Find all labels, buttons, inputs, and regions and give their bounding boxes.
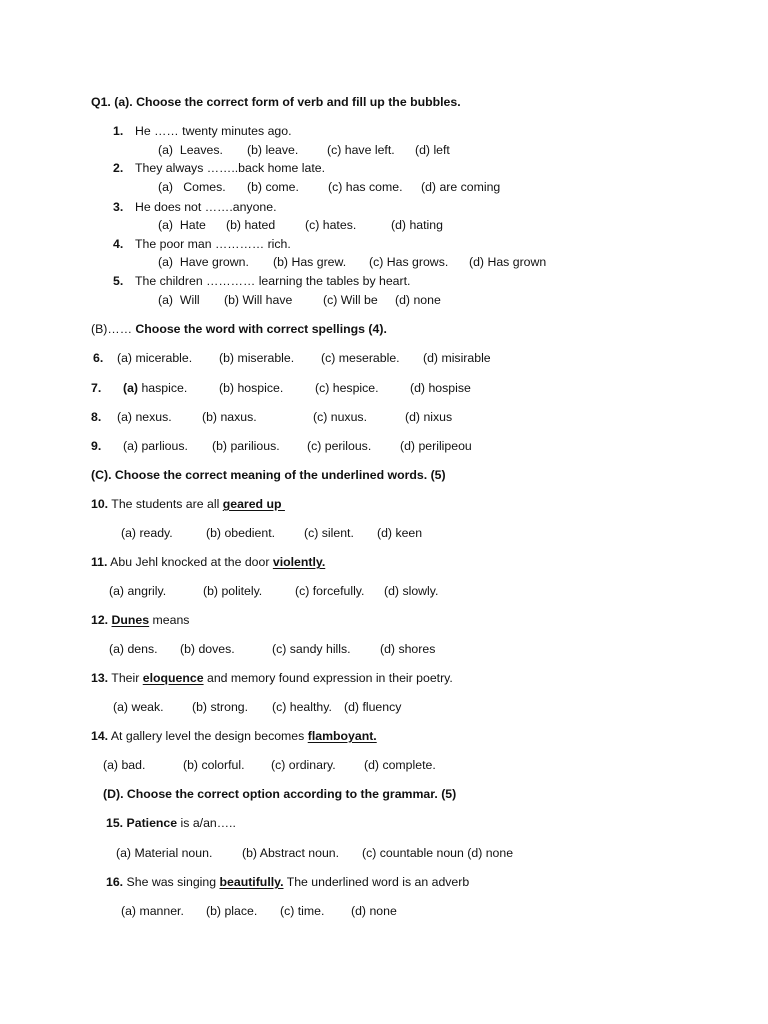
option-d: (d) are coming <box>421 180 501 194</box>
option-c: (c) nuxus. <box>313 410 367 424</box>
option-b: (b) hated <box>226 218 276 232</box>
option-a: (a) weak. <box>113 700 164 714</box>
option-d: (d) perilipeou <box>400 439 472 453</box>
question-number: 16. <box>106 875 124 889</box>
section-b-title: Choose the word with correct spellings (4). <box>132 322 387 336</box>
question-number: 10. <box>91 497 109 511</box>
section-b-prefix: (B)…… <box>91 322 132 336</box>
option-a: (a) micerable. <box>117 351 193 365</box>
question-number: 14. <box>91 729 109 743</box>
option-b: (b) parilious. <box>212 439 280 453</box>
q1-item-text: The poor man ………… rich. <box>135 237 291 251</box>
underlined-word: beautifully. <box>219 875 284 889</box>
question-12 <box>91 613 189 627</box>
option-c: (c) have left. <box>327 143 395 157</box>
option-a-text: haspice. <box>138 381 188 395</box>
question-text: At gallery level the design becomes <box>108 729 308 743</box>
option-d: (d) slowly. <box>384 584 439 598</box>
question-number: 12. <box>91 613 109 627</box>
question-text-tail: means <box>149 613 190 627</box>
section-d-heading: (D). Choose the correct option according to the grammar. (5) <box>103 787 457 801</box>
option-b: (b) hospice. <box>219 381 284 395</box>
option-a: (a) Leaves. <box>158 143 223 157</box>
option-b: (b) miserable. <box>219 351 295 365</box>
option-d: (d) misirable <box>423 351 491 365</box>
option-c: (c) time. <box>280 904 325 918</box>
option-c: (c) forcefully. <box>295 584 365 598</box>
q1-item-text: They always ……..back home late. <box>135 161 325 175</box>
option-c: (c) ordinary. <box>271 758 336 772</box>
section-b-heading <box>91 322 387 336</box>
option-d: (d) none <box>395 293 441 307</box>
q1-item-number: 3. <box>113 200 124 214</box>
option-a-label: (a) <box>123 381 139 395</box>
option-b: (b) naxus. <box>202 410 257 424</box>
option-a: (a) ready. <box>121 526 173 540</box>
question-number: 9. <box>91 439 102 453</box>
question-number: 6. <box>93 351 104 365</box>
question-14 <box>91 729 377 743</box>
option-c: (c) Has grows. <box>369 255 449 269</box>
option-b: (b) Abstract noun. <box>242 846 340 860</box>
q1-item-text: He …… twenty minutes ago. <box>135 124 292 138</box>
question-16 <box>106 875 469 889</box>
option-c-d: (c) countable noun (d) none <box>362 846 514 860</box>
option-b: (b) doves. <box>180 642 235 656</box>
question-number: 11. <box>91 555 108 569</box>
option-c: (c) perilous. <box>307 439 372 453</box>
q1-item-text: The children ………… learning the tables by heart. <box>135 274 411 288</box>
underlined-word: violently. <box>272 555 326 569</box>
question-text: Their <box>108 671 143 685</box>
question-number: 8. <box>91 410 102 424</box>
q1-item-number: 4. <box>113 237 124 251</box>
option-a <box>123 381 187 395</box>
option-c: (c) Will be <box>323 293 378 307</box>
question-13 <box>91 671 453 685</box>
option-a: (a) Hate <box>158 218 206 232</box>
underlined-word: geared up <box>222 497 282 511</box>
question-15 <box>106 816 236 830</box>
option-c: (c) silent. <box>304 526 354 540</box>
question-text-tail: and memory found expression in their poetry. <box>203 671 453 685</box>
section-c-heading: (C). Choose the correct meaning of the underlined words. (5) <box>91 468 446 482</box>
option-d: (d) fluency <box>344 700 402 714</box>
option-b: (b) Has grew. <box>273 255 347 269</box>
option-b: (b) obedient. <box>206 526 276 540</box>
key-word: Patience <box>123 816 178 830</box>
option-a: (a) dens. <box>109 642 158 656</box>
option-a: (a) parlious. <box>123 439 188 453</box>
option-d: (d) nixus <box>405 410 453 424</box>
option-a: (a) nexus. <box>117 410 172 424</box>
q1-heading: Q1. (a). Choose the correct form of verb and fill up the bubbles. <box>91 95 461 109</box>
underlined-word: Dunes <box>111 613 150 627</box>
underlined-word: eloquence <box>142 671 204 685</box>
option-a: (a) Material noun. <box>116 846 213 860</box>
option-d: (d) hospise <box>410 381 471 395</box>
question-text-tail: is a/an….. <box>177 816 236 830</box>
option-c: (c) hates. <box>305 218 357 232</box>
q1-item-number: 1. <box>113 124 124 138</box>
question-text-tail <box>282 497 285 511</box>
question-number: 7. <box>91 381 102 395</box>
question-10 <box>91 497 285 511</box>
option-d: (d) Has grown <box>469 255 547 269</box>
underlined-word: flamboyant. <box>307 729 377 743</box>
option-d: (d) complete. <box>364 758 436 772</box>
question-11 <box>91 555 325 569</box>
option-c: (c) meserable. <box>321 351 400 365</box>
option-a: (a) Comes. <box>158 180 226 194</box>
option-d: (d) hating <box>391 218 443 232</box>
option-c: (c) sandy hills. <box>272 642 351 656</box>
question-text: She was singing <box>123 875 220 889</box>
option-a: (a) Have grown. <box>158 255 249 269</box>
question-text: The students are all <box>108 497 223 511</box>
option-d: (d) left <box>415 143 450 157</box>
question-number: 13. <box>91 671 109 685</box>
q1-item-text: He does not …….anyone. <box>135 200 277 214</box>
option-b: (b) strong. <box>192 700 249 714</box>
q1-item-number: 5. <box>113 274 124 288</box>
question-text-tail: The underlined word is an adverb <box>283 875 470 889</box>
q1-item-number: 2. <box>113 161 124 175</box>
option-b: (b) politely. <box>203 584 263 598</box>
option-c: (c) has come. <box>328 180 403 194</box>
option-a: (a) bad. <box>103 758 146 772</box>
option-b: (b) leave. <box>247 143 299 157</box>
option-d: (d) keen <box>377 526 423 540</box>
option-a: (a) Will <box>158 293 200 307</box>
option-d: (d) shores <box>380 642 436 656</box>
question-text: Abu Jehl knocked at the door <box>107 555 273 569</box>
option-a: (a) manner. <box>121 904 184 918</box>
option-b: (b) Will have <box>224 293 293 307</box>
option-c: (c) hespice. <box>315 381 379 395</box>
option-b: (b) come. <box>247 180 299 194</box>
question-number: 15. <box>106 816 124 830</box>
option-d: (d) none <box>351 904 397 918</box>
option-c: (c) healthy. <box>272 700 332 714</box>
option-b: (b) place. <box>206 904 258 918</box>
option-a: (a) angrily. <box>109 584 167 598</box>
option-b: (b) colorful. <box>183 758 245 772</box>
